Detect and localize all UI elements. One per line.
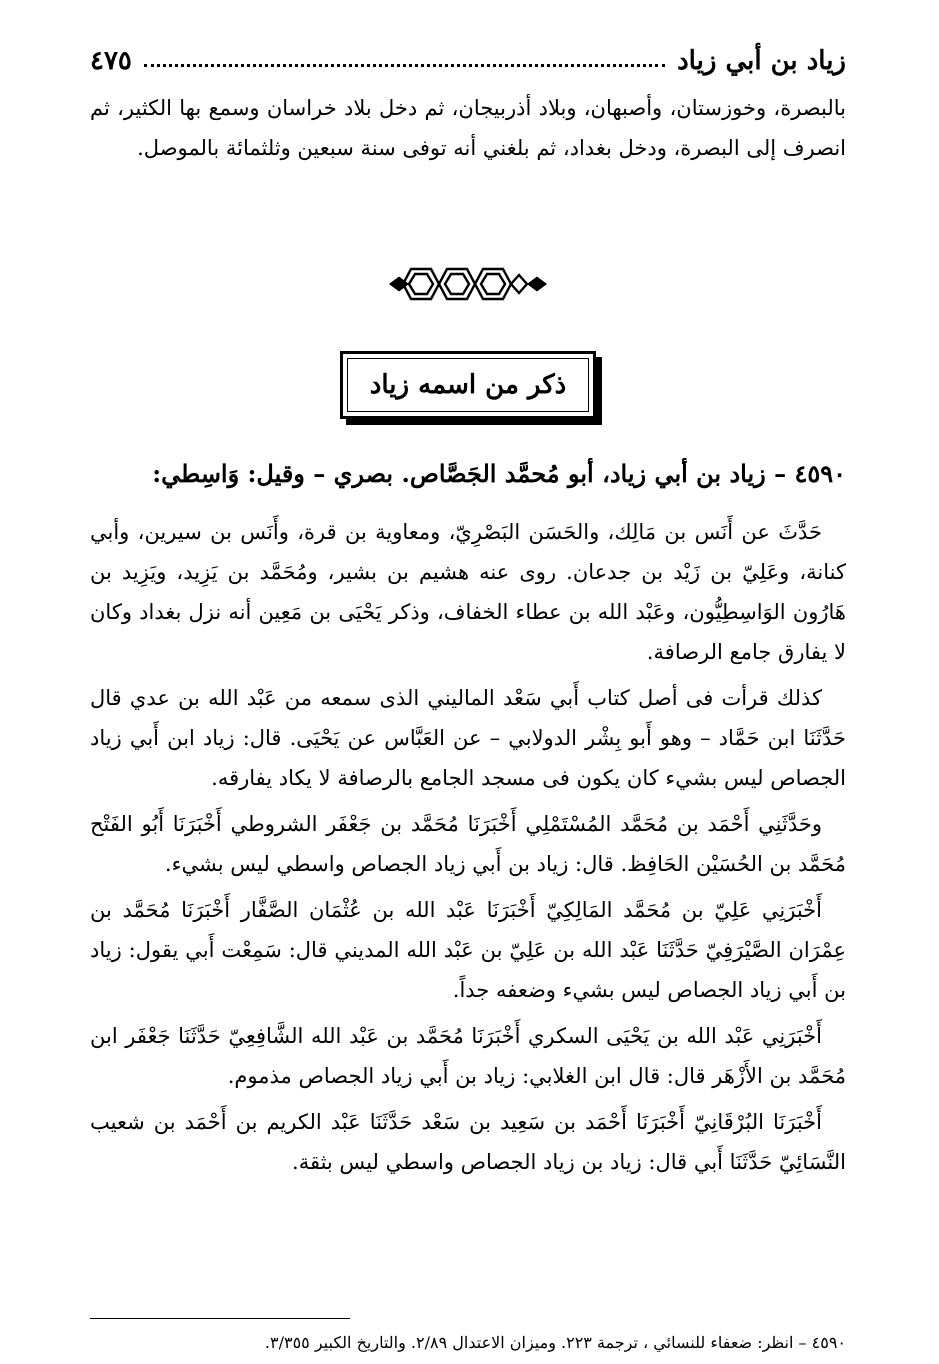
body-paragraph: وحَدَّثَنِي أَحْمَد بن مُحَمَّد المُسْتَمْلِي أَخْبَرَنَا مُحَمَّد بن جَعْفَر الشروطي أَخْبَرَنَا أَبُو الفَتْح مُحَمَّد بن الحُسَيْن الحَافِظ. قال: زياد بن أَبي زياد الجصاص واسطي ليس بشيء. (90, 812, 846, 876)
section-title: ذكر من اسمه زياد (347, 358, 589, 412)
running-title: زياد بن أبي زياد (677, 46, 846, 76)
book-page (90, 36, 846, 1352)
entry-heading: ٤٥٩٠ – زياد بن أبي زياد، أبو مُحمَّد الجَصَّاص. بصري – وقيل: وَاسِطي: (152, 459, 846, 488)
footnote: ٤٥٩٠ – انظر: ضعفاء للنسائي ، ترجمة ٢٢٣. وميزان الاعتدال ٢/٨٩. والتاريخ الكبير ٣/٣٥٥. (264, 1333, 846, 1352)
header-dot-leader (144, 56, 665, 67)
page-number: ٤٧٥ (90, 46, 132, 76)
intro-paragraph: بالبصرة، وخوزستان، وأصبهان، وبلاد أذربيجان، ثم دخل بلاد خراسان وسمع بها الكثير، ثم انصرف إلى البصرة، ودخل بغداد، ثم بلغني أنه توفى سنة سبعين وثلثمائة بالموصل. (90, 96, 846, 160)
diamond-chain-ornament-icon (90, 265, 846, 303)
body-paragraph: كذلك قرأت فى أصل كتاب أَبي سَعْد الماليني الذى سمعه من عَبْد الله بن عدي قال حَدَّثَنَا ابن حَمَّاد – وهو أَبو بِشْر الدولابي – عن العَبَّاس عن يَحْيَى. قال: زياد ابن أَبي زياد الجصاص ليس بشيء كان يكون فى مسجد الجامع بالرصافة لا يكاد يفارقه. (90, 686, 846, 790)
section-title-frame (90, 351, 846, 419)
section-title-box (340, 351, 596, 419)
body-paragraph: أَخْبَرَنَا البُرْقَانِيّ أَخْبَرَنَا أَحْمَد بن سَعِيد بن سَعْد حَدَّثَنَا عَبْد الكريم بن أَحْمَد بن شعيب النَّسَائِيّ حَدَّثَنَا أَبي قال: زياد بن زياد الجصاص واسطي ليس بثقة. (90, 1110, 846, 1174)
body-paragraph: أَخْبَرَنِي عَبْد الله بن يَحْيَى السكري أَخْبَرَنَا مُحَمَّد بن عَبْد الله الشَّافِعِيّ حَدَّثَنَا جَعْفَر ابن مُحَمَّد بن الأَزْهَر قال: قال ابن الغلابي: زياد بن أَبي زياد الجصاص مذموم. (90, 1024, 846, 1088)
entry-body (90, 512, 846, 1182)
body-paragraph: حَدَّثَ عن أَنَس بن مَالِك، والحَسَن البَصْرِيّ، ومعاوية بن قرة، وأَنَس بن سيرين، وأبي كنانة، وعَلِيّ بن زَيْد بن جدعان. روى عنه هشيم بن بشير، ومُحَمَّد بن يَزِيد، ويَزِيد بن هَارُون الوَاسِطِيُّون، وعَبْد الله بن عطاء الخفاف، وذكر يَحْيَى بن مَعِين أنه نزل بغداد وكان لا يفارق جامع الرصافة. (90, 520, 846, 664)
footnote-divider (90, 1318, 350, 1319)
body-paragraph: أَخْبَرَنِي عَلِيّ بن مُحَمَّد المَالِكِيّ أَخْبَرَنَا عَبْد الله بن عُثْمَان الصَّفَّار أَخْبَرَنَا مُحَمَّد بن عِمْرَان الصَّيْرَفِيّ حَدَّثَنَا عَبْد الله بن عَلِيّ بن عَبْد الله المديني قال: سَمِعْت أَبي يقول: زياد بن أَبي زياد الجصاص ليس بشيء وضعفه جداً. (90, 898, 846, 1002)
running-header (90, 36, 846, 86)
